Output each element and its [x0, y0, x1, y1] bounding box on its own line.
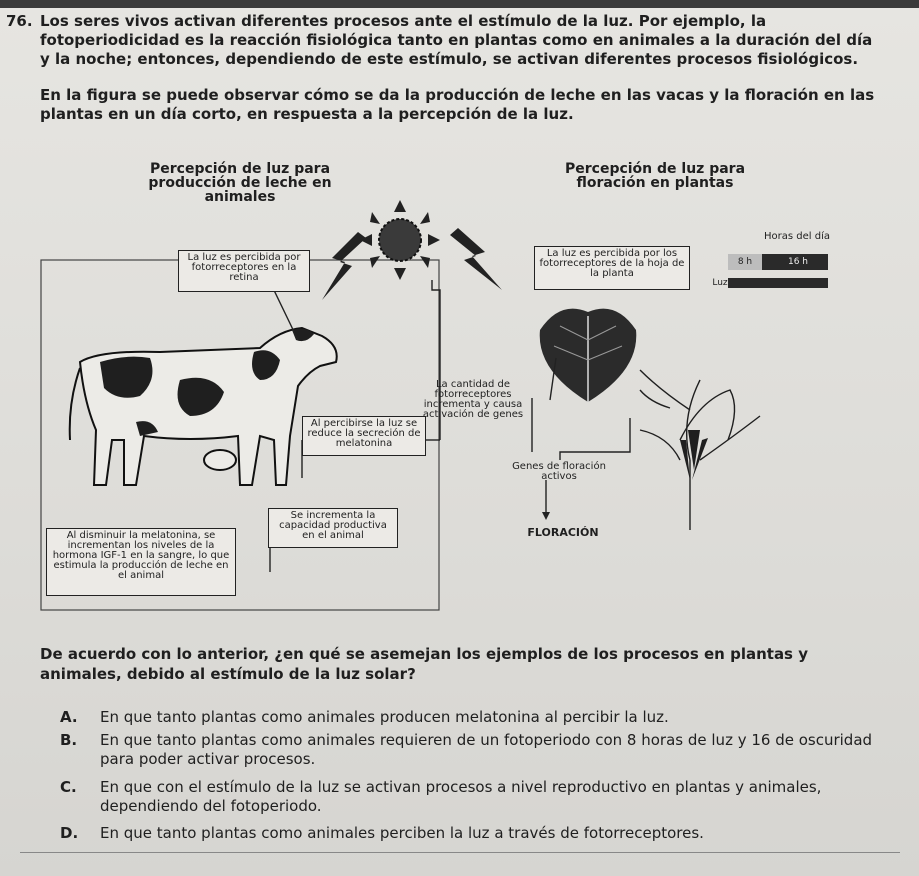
box-melatonina: Al percibirse la luz se reduce la secreción de melatonina	[302, 416, 426, 456]
hours-luz-label: Luz	[712, 278, 728, 288]
question-stem-1: Los seres vivos activan diferentes procesos ante el estímulo de la luz. Por ejemplo, la fotoperiodicidad es la reacción fisiológica tanto en plantas como en animales a la duración del día y la noche; entonces, dependiendo de este estímulo, se activan diferentes procesos fisiológicos.	[40, 12, 873, 68]
hours-title: Horas del día	[764, 231, 830, 242]
title-animals: Percepción de luz para producción de leche en animales	[148, 161, 332, 205]
sun-icon	[360, 200, 440, 280]
option-c-letter: C.	[60, 778, 77, 796]
box-igf: Al disminuir la melatonina, se incrementan los niveles de la hormona IGF-1 en la sangre, lo que estimula la producción de leche en el animal	[46, 528, 236, 596]
hours-light-label: 8 h	[737, 257, 753, 267]
option-d-letter: D.	[60, 824, 79, 842]
title-plants: Percepción de luz para floración en plantas	[564, 161, 746, 191]
leaf-illustration	[540, 309, 637, 402]
option-a-letter: A.	[60, 708, 78, 726]
spike-icon	[680, 430, 708, 480]
box-hoja: La luz es percibida por los fotorreceptores de la hoja de la planta	[534, 246, 690, 290]
hours-dark-label: 16 h	[787, 257, 809, 267]
question-prompt: De acuerdo con lo anterior, ¿en qué se asemejan los ejemplos de los procesos en plantas y animales, debido al estímulo de la luz solar?	[40, 645, 808, 683]
lightning-left-icon	[322, 232, 366, 300]
option-b-letter: B.	[60, 731, 78, 749]
box-retina: La luz es percibida por fotorreceptores en la retina	[178, 250, 310, 292]
photoperiod-figure	[40, 140, 880, 635]
box-capacidad: Se incrementa la capacidad productiva en el animal	[268, 508, 398, 548]
text-genes: Genes de floración activos	[512, 461, 606, 482]
question-stem-2: En la figura se puede observar cómo se da la producción de leche en las vacas y la floración en las plantas en un día corto, en respuesta a la percepción de la luz.	[40, 86, 875, 123]
top-dark-edge	[0, 0, 919, 8]
option-a-text: En que tanto plantas como animales producen melatonina al percibir la luz.	[100, 708, 669, 726]
text-floracion: FLORACIÓN	[527, 526, 599, 539]
option-d-text: En que tanto plantas como animales perciben la luz a través de fotorreceptores.	[100, 824, 704, 842]
option-b-text: En que tanto plantas como animales requieren de un fotoperiodo con 8 horas de luz y 16 de oscuridad para poder activar procesos.	[100, 731, 873, 768]
text-fotorreceptores: La cantidad de fotorreceptores incrementa y causa activación de genes	[422, 379, 524, 420]
option-c-text: En que con el estímulo de la luz se activan procesos a nivel reproductivo en plantas y animales, dependiendo del fotoperiodo.	[100, 778, 822, 815]
lightning-right-icon	[450, 228, 502, 290]
question-number: 76.	[6, 12, 33, 30]
hours-luz-bar	[728, 278, 828, 288]
page-bottom-rule	[20, 852, 900, 853]
